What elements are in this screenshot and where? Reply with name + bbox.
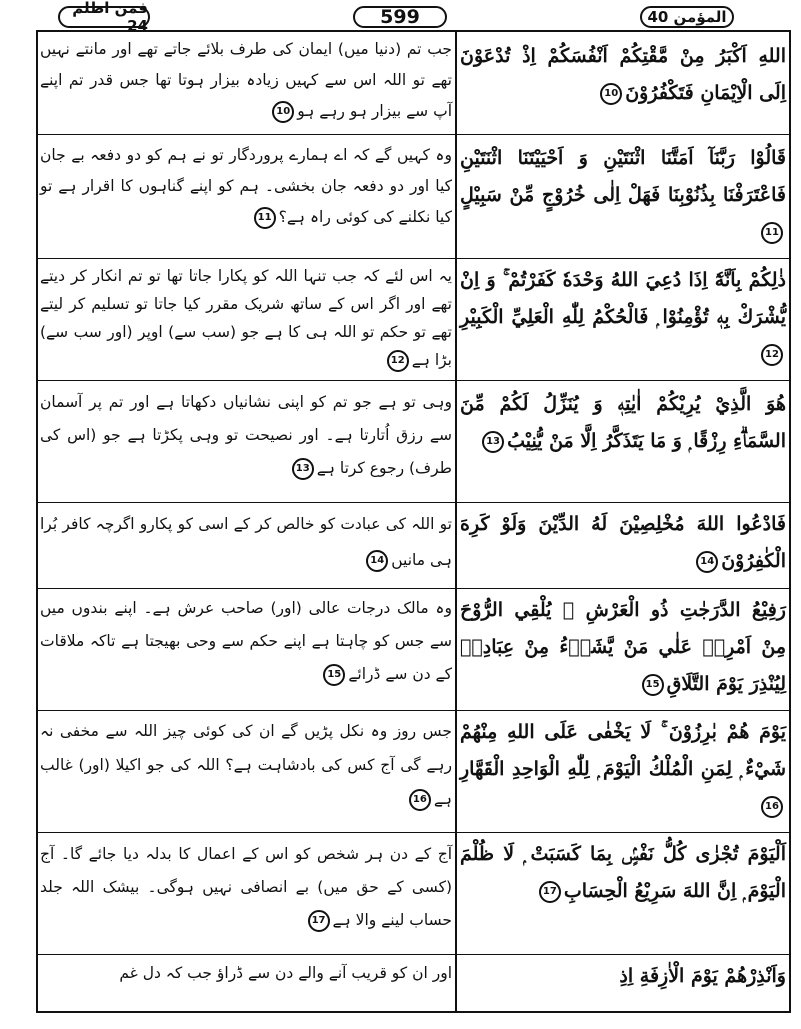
arabic-verse: قَالُوْا رَبَّنَآ اَمَتَّنَا اثْنَتَيْنِ وَ اَحْيَيْتَنَا اثْنَتَيْنِ فَاعْتَرَفْنَا بِذُنُوْبِنَا فَهَلْ اِلٰى خُرُوْجٍ مِّنْ سَبِيْلٍ11 [460, 140, 786, 251]
verse-block [36, 32, 791, 134]
ayah-number: 10 [272, 101, 294, 123]
verse-block [36, 590, 791, 708]
arabic-verse: رَفِيْعُ الدَّرَجٰتِ ذُو الْعَرْشِ ۚ يُلْقِي الرُّوْحَ مِنْ اَمْرِهٖ عَلٰي مَنْ يَّشَاۗءُ مِنْ عِبَادِهٖ لِيُنْذِرَ يَوْمَ التَّلَاقِ15 [460, 599, 786, 695]
verse-block [36, 834, 791, 952]
urdu-translation: آج کے دن ہر شخص کو اس کے اعمال کا بدلہ دیا جائے گا۔ آج (کسی کے حق میں) بے انصافی نہیں ہوگی۔ بیشک اللہ جلد حساب لینے والا ہے17 [40, 838, 452, 937]
ayah-number: 12 [387, 350, 409, 372]
verse-block [36, 136, 791, 258]
urdu-translation: یہ اس لئے کہ جب تنہا اللہ کو پکارا جاتا تھا تو تم انکار کر دیتے تھے اور اگر اس کے ساتھ شریک مقرر کیا جاتا تو تسلیم کر لیتے تھے تو حکم تو اللہ ہی کا ہے جو (سب سے) اوپر (اور سب سے) بڑا ہے12 [40, 262, 452, 374]
urdu-translation: اور ان کو قریب آنے والے دن سے ڈراؤ جب کہ دل غم [119, 964, 452, 982]
arabic-verse: ذٰلِكُمْ بِاَنَّهٗٓ اِذَا دُعِيَ اللهُ وَحْدَهٗ كَفَرْتُمْ ۚ وَ اِنْ يُّشْرَكْ بِهٖ تُؤْمِنُوْا ۭ فَالْحُكْمُ لِلّٰهِ الْعَلِيِّ الْكَبِيْرِ12 [460, 262, 786, 373]
ayah-number: 16 [761, 796, 783, 818]
arabic-verse: اَلْيَوْمَ تُجْزٰى كُلُّ نَفْسٍۢ بِمَا كَسَبَتْ ۭ لَا ظُلْمَ الْيَوْمَ ۭ اِنَّ اللهَ سَرِيْعُ الْحِسَابِ17 [460, 843, 786, 902]
urdu-translation: وہی تو ہے جو تم کو اپنی نشانیاں دکھاتا ہے اور تم پر آسمان سے رزق اُتارتا ہے۔ اور نصیحت تو وہی پکڑتا ہے جو (اس کی طرف) رجوع کرتا ہے13 [40, 386, 452, 485]
arabic-verse: فَادْعُوا اللهَ مُخْلِصِيْنَ لَهُ الدِّيْنَ وَلَوْ كَرِهَ الْكٰفِرُوْنَ14 [460, 513, 786, 572]
row-divider [38, 134, 789, 135]
page-number: 599 [353, 6, 447, 28]
urdu-translation: تو اللہ کی عبادت کو خالص کر کے اسی کو پکارو اگرچہ کافر بُرا ہی مانیں14 [40, 506, 452, 578]
header-para-label: فمن اظلم 24 [58, 6, 150, 28]
arabic-verse: وَاَنْذِرْهُمْ يَوْمَ الْاٰزِفَةِ اِذِ [619, 965, 786, 987]
row-divider [38, 832, 789, 833]
ayah-number: 15 [323, 664, 345, 686]
ayah-number: 10 [600, 83, 622, 105]
verse-block [36, 504, 791, 586]
row-divider [38, 502, 789, 503]
ayah-number: 17 [539, 881, 561, 903]
arabic-verse: هُوَ الَّذِيْ يُرِيْكُمْ اٰيٰتِهٖ وَ يُنَزِّلُ لَكُمْ مِّنَ السَّمَاۗءِ رِزْقًا ۭ وَ مَا يَتَذَكَّرُ اِلَّا مَنْ يُّنِيْبُ13 [460, 393, 786, 452]
row-divider [38, 954, 789, 955]
arabic-verse: اللهِ اَكْبَرُ مِنْ مَّقْتِكُمْ اَنْفُسَكُمْ اِذْ تُدْعَوْنَ اِلَى الْاِيْمَانِ فَتَكْفُرُوْنَ10 [460, 45, 786, 104]
row-divider [38, 710, 789, 711]
arabic-verse: يَوْمَ هُمْ بٰرِزُوْنَ ۚ لَا يَخْفٰى عَلَى اللهِ مِنْهُمْ شَيْءٌ ۭ لِمَنِ الْمُلْكُ الْيَوْمَ ۭ لِلّٰهِ الْوَاحِدِ الْقَهَّارِ16 [460, 714, 786, 825]
ayah-number: 13 [292, 458, 314, 480]
ayah-number: 17 [308, 910, 330, 932]
ayah-number: 14 [696, 551, 718, 573]
verse-block [36, 712, 791, 830]
urdu-translation: وہ مالک درجات عالی (اور) صاحب عرش ہے۔ اپنے بندوں میں سے جس کو چاہتا ہے اپنے حکم سے وحی بھیجتا ہے تاکہ ملاقات کے دن سے ڈرائے15 [40, 592, 452, 691]
ayah-number: 11 [761, 222, 783, 244]
ayah-number: 11 [254, 207, 276, 229]
verse-block [36, 260, 791, 378]
row-divider [38, 380, 789, 381]
ayah-number: 16 [409, 789, 431, 811]
verse-block [36, 382, 791, 500]
row-divider [38, 588, 789, 589]
ayah-number: 15 [642, 674, 664, 696]
urdu-translation: جب تم (دنیا میں) ایمان کی طرف بلائے جاتے تھے اور مانتے نہیں تھے تو اللہ اس سے کہیں زیادہ بیزار ہوتا تھا جس قدر تم اپنے آپ سے بیزار ہو رہے ہو10 [40, 34, 452, 127]
ayah-number: 14 [366, 550, 388, 572]
urdu-translation: جس روز وہ نکل پڑیں گے ان کی کوئی چیز اللہ سے مخفی نہ رہے گی آج کس کی بادشاہت ہے؟ اللہ کی جو اکیلا (اور) غالب ہے16 [40, 714, 452, 816]
urdu-translation: وہ کہیں گے کہ اے ہمارے پروردگار تو نے ہم کو دو دفعہ بے جان کیا اور دو دفعہ جان بخشی۔ ہم کو اپنے گناہوں کا اقرار ہے تو کیا نکلنے کی کوئی راہ ہے؟11 [40, 140, 452, 233]
row-divider [38, 258, 789, 259]
verse-block [36, 956, 791, 1010]
header-surah-label: المؤمن 40 [640, 6, 734, 28]
ayah-number: 12 [761, 344, 783, 366]
ayah-number: 13 [482, 431, 504, 453]
